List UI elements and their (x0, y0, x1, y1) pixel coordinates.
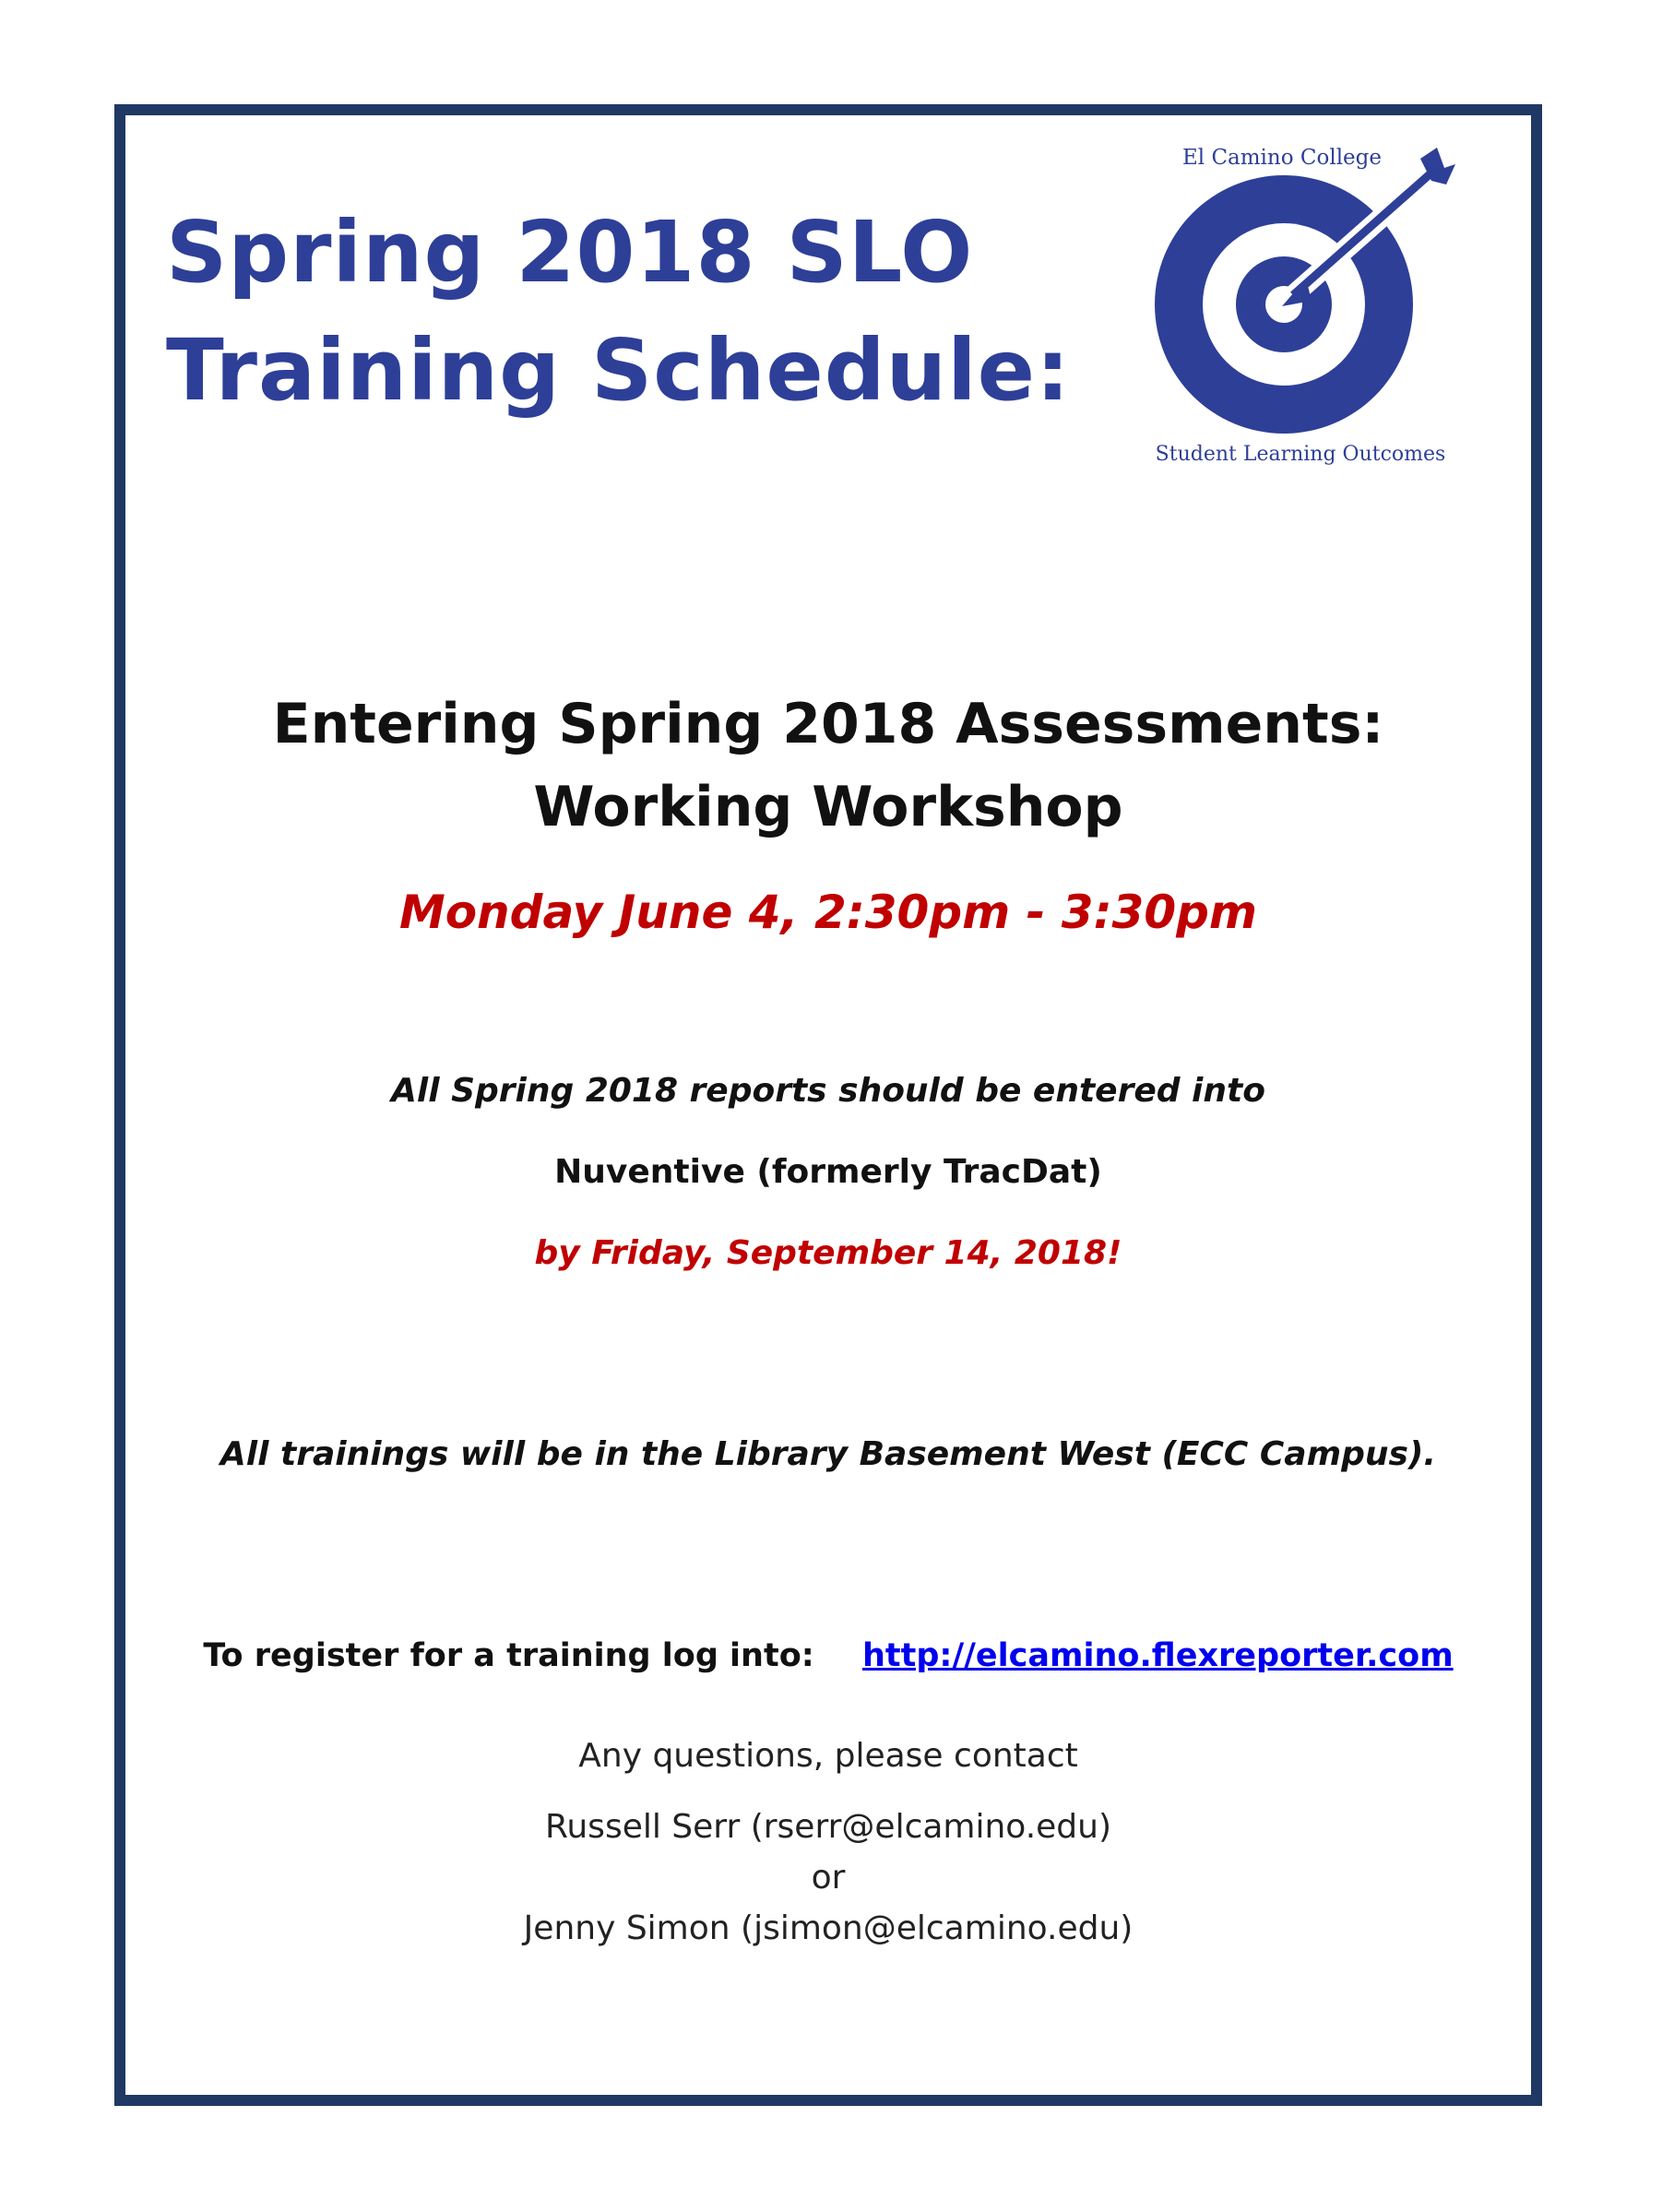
notice-deadline: by Friday, September 14, 2018! (534, 1234, 1122, 1272)
page-title-line2: Training Schedule: (166, 321, 1071, 420)
notice-line2: Nuventive (formerly TracDat) (554, 1153, 1102, 1191)
logo-top-text: El Camino College (1181, 146, 1382, 170)
contact-intro: Any questions, please contact (578, 1737, 1078, 1775)
register-link[interactable]: http://elcamino.flexreporter.com (861, 1637, 1454, 1674)
target-arrow-icon (1144, 138, 1494, 489)
location-text: All trainings will be in the Library Basement West (ECC Campus). (220, 1435, 1437, 1473)
contact-person-2: Jenny Simon (jsimon@elcamino.edu) (523, 1909, 1134, 1947)
register-label: To register for a training log into: (203, 1637, 814, 1674)
workshop-datetime: Monday June 4, 2:30pm - 3:30pm (398, 886, 1258, 939)
page-title (166, 194, 1088, 430)
register-line (114, 1637, 1542, 1674)
workshop-title-line1: Entering Spring 2018 Assessments: (272, 692, 1384, 756)
workshop-title-line2: Working Workshop (533, 775, 1123, 839)
notice-line1: All Spring 2018 reports should be entered into (391, 1072, 1265, 1110)
page-title-line1: Spring 2018 SLO (166, 203, 974, 302)
logo-bottom-text: Student Learning Outcomes (1155, 443, 1446, 466)
workshop-title (114, 683, 1542, 849)
contact-separator: or (811, 1859, 846, 1897)
contact-person-1: Russell Serr (rserr@elcamino.edu) (544, 1808, 1112, 1846)
